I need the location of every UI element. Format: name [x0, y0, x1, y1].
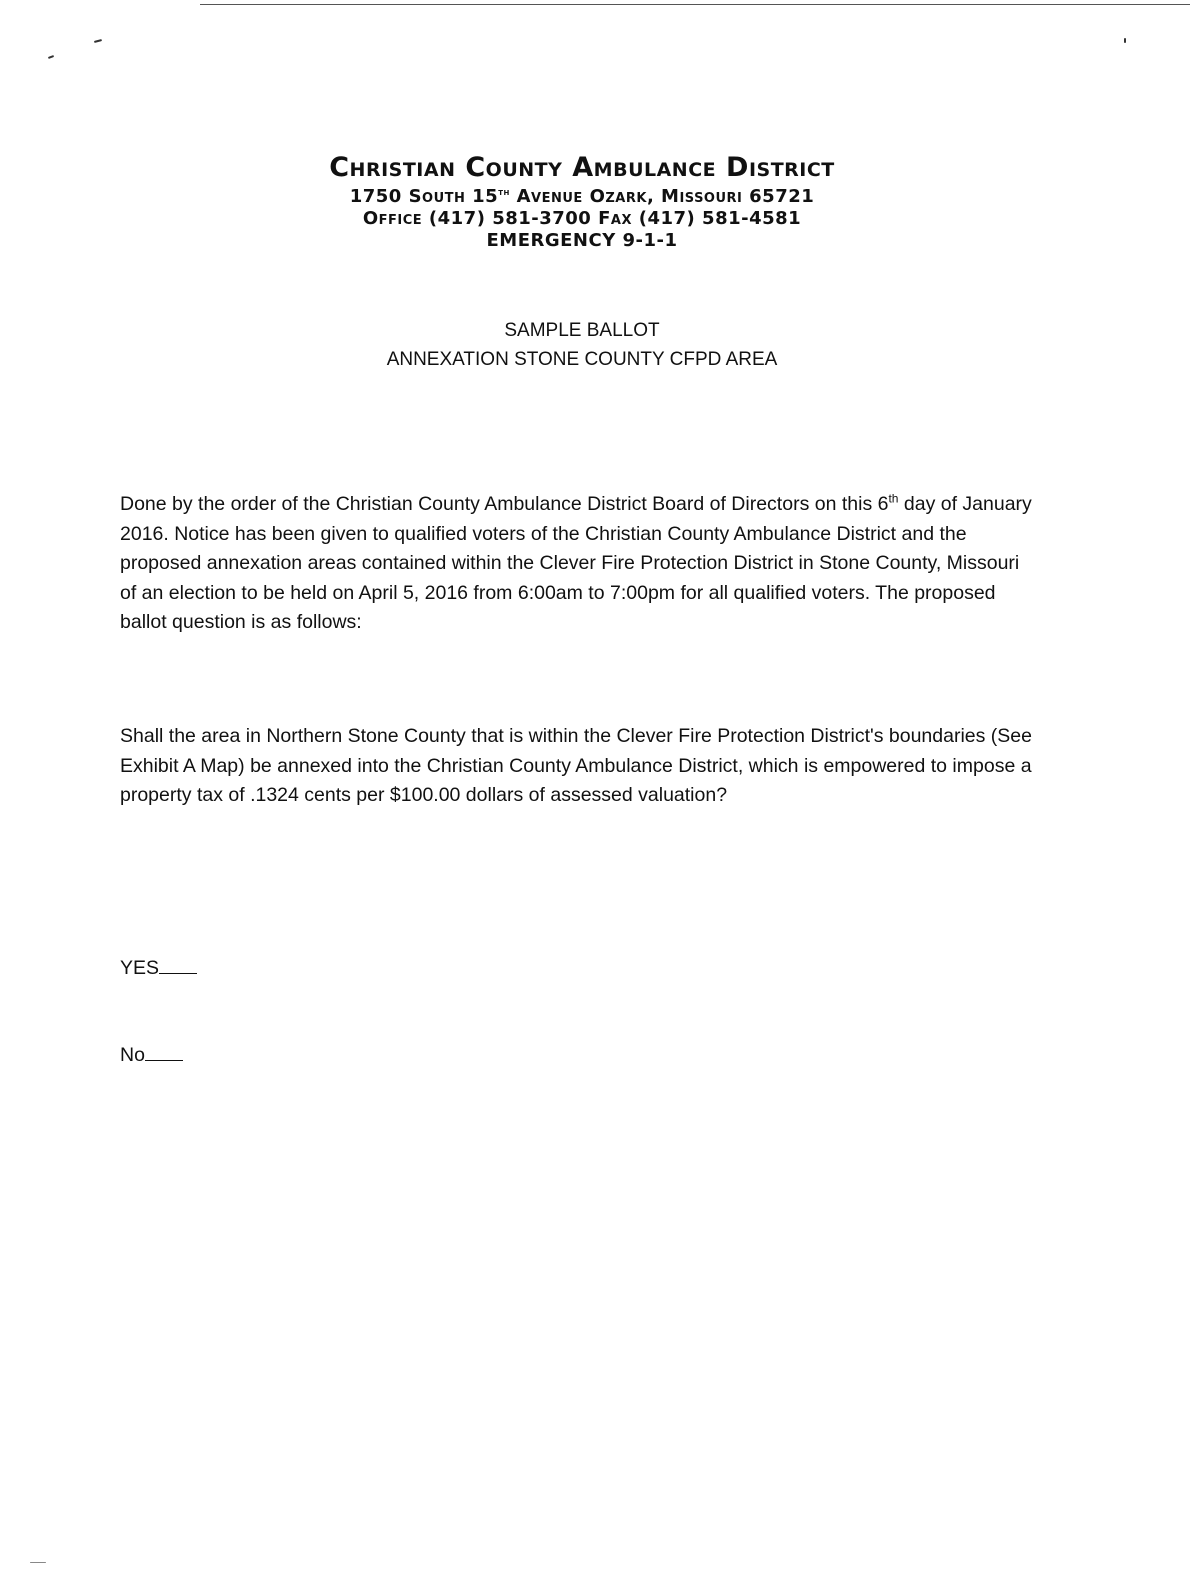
no-blank-line[interactable]	[145, 1042, 183, 1061]
election-notice-paragraph	[120, 490, 1040, 638]
letterhead	[0, 150, 1164, 252]
ballot-title: SAMPLE BALLOT	[504, 320, 660, 341]
district-name: Christian County Ambulance District	[329, 152, 835, 183]
address-city-state-zip: Avenue Ozark, Missouri 65721	[509, 186, 815, 207]
district-address	[0, 186, 1164, 208]
address-number-street: 1750 South 15	[349, 186, 499, 207]
notice-text-end: day of January 2016. Notice has been given to qualified voters of the Christian County Ambulance District and the proposed annexation areas contained within the Clever Fire Protection District in Stone County, Missouri of an election to be held on April 5, 2016 from 6:00am to 7:00pm for all qualified voters. The proposed ballot question is as follows:	[120, 493, 1032, 633]
yes-blank-line[interactable]	[159, 955, 197, 974]
ballot-heading	[0, 316, 1164, 374]
ballot-subtitle: ANNEXATION STONE COUNTY CFPD AREA	[386, 349, 778, 370]
district-contact: Office (417) 581-3700 Fax (417) 581-4581	[362, 208, 802, 229]
yes-label: YES	[120, 957, 160, 979]
scan-speck	[48, 55, 54, 59]
district-emergency: EMERGENCY 9-1-1	[486, 230, 678, 251]
notice-text-start: Done by the order of the Christian County Ambulance District Board of Directors on this 6	[120, 493, 889, 515]
address-ordinal-suffix: th	[498, 187, 510, 198]
scan-edge-line	[200, 4, 1190, 5]
vote-option-no	[120, 1042, 183, 1068]
scan-speck	[30, 1562, 46, 1563]
ballot-question-paragraph: Shall the area in Northern Stone County that is within the Clever Fire Protection District's boundaries (See Exhibit A Map) be annexed into the Christian County Ambulance District, which is empowered to impose a property tax of .1324 cents per $100.00 dollars of assessed valuation?	[120, 725, 1032, 806]
no-label: No	[120, 1044, 145, 1066]
scan-speck	[1124, 38, 1126, 43]
notice-ordinal-suffix: th	[888, 491, 899, 506]
vote-option-yes	[120, 955, 197, 981]
scan-speck	[94, 39, 102, 43]
